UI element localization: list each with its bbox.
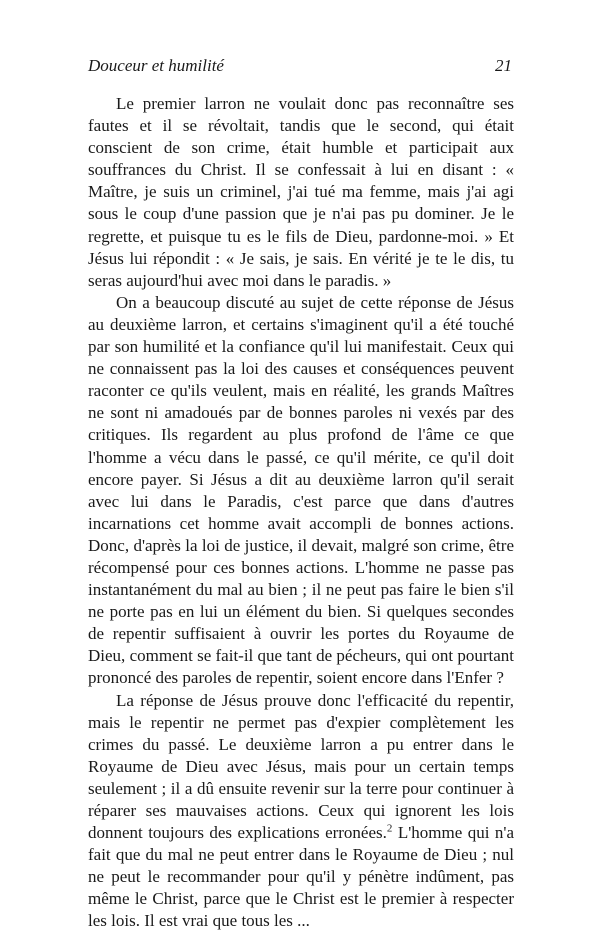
paragraph-3-continuation: L'homme qui n'a fait que du mal ne peut entrer dans le Royaume de Dieu ; nul ne peut le recommander pour qu'il y pénètre indûment, pas même le Christ, parce que le Christ est le premier à respecter les lois. Il est vrai que tous les ... [88,823,514,931]
page-number: 21 [495,56,512,75]
paragraph-2: On a beaucoup discuté au sujet de cette réponse de Jésus au deuxième larron, et certains s'imaginent qu'il a été touché par son humilité et la confiance qu'il lui manifestait. Ceux qui ne connaissent pas la loi des causes et conséquences peuvent raconter ce qu'ils veulent, mais en réalité, les grands Maîtres ne sont ni amadoués par de bonnes paroles ni vexés par des critiques. Ils regardent au plus profond de l'âme ce que l'homme a vécu dans le passé, ce qu'il mérite, ce qu'il doit encore payer. Si Jésus a dit au deuxième larron qu'il serait avec lui dans le Paradis, c'est parce que dans d'autres incarnations cet homme avait accompli de bonnes actions. Donc, d'après la loi de justice, il devait, malgré son crime, être récompensé pour ces bonnes actions. L'homme ne passe pas instantanément du mal au bien ; il ne peut pas faire le bien s'il ne porte pas en lui un élément du bien. Si quelques secondes de repentir suffisaient à ouvrir les portes du Royaume de Dieu, comment se fait-il que tant de pécheurs, qui ont pourtant prononcé des paroles de repentir, soient encore dans l'Enfer ? [88,292,514,688]
running-title: Douceur et humilité [88,56,224,75]
running-head [88,56,512,78]
paragraph-3 [88,690,514,933]
body-text [88,93,514,933]
paragraph-1: Le premier larron ne voulait donc pas reconnaître ses fautes et il se révoltait, tandis que le second, qui était conscient de son crime, était humble et participait aux souffrances du Christ. Il se confessait à lui en disant : « Maître, je suis un criminel, j'ai tué ma femme, mais j'ai agi sous le coup d'une passion que je n'ai pas pu dominer. Je le regrette, et puisque tu es le fils de Dieu, pardonne-moi. » Et Jésus lui répondit : « Je sais, je sais. En vérité je te le dis, tu seras aujourd'hui avec moi dans le paradis. » [88,94,514,290]
footnote-marker: 2 [386,822,393,835]
paragraph-3-text: La réponse de Jésus prouve donc l'efficacité du repentir, mais le repentir ne permet pas d'expier complètement les crimes du passé. Le deuxième larron a pu entrer dans le Royaume de Dieu avec Jésus, mais pour un certain temps seulement ; il a dû ensuite revenir sur la terre pour continuer à réparer ses mauvaises actions. Ceux qui ignorent les lois donnent toujours des explications erronées. [88,690,514,843]
